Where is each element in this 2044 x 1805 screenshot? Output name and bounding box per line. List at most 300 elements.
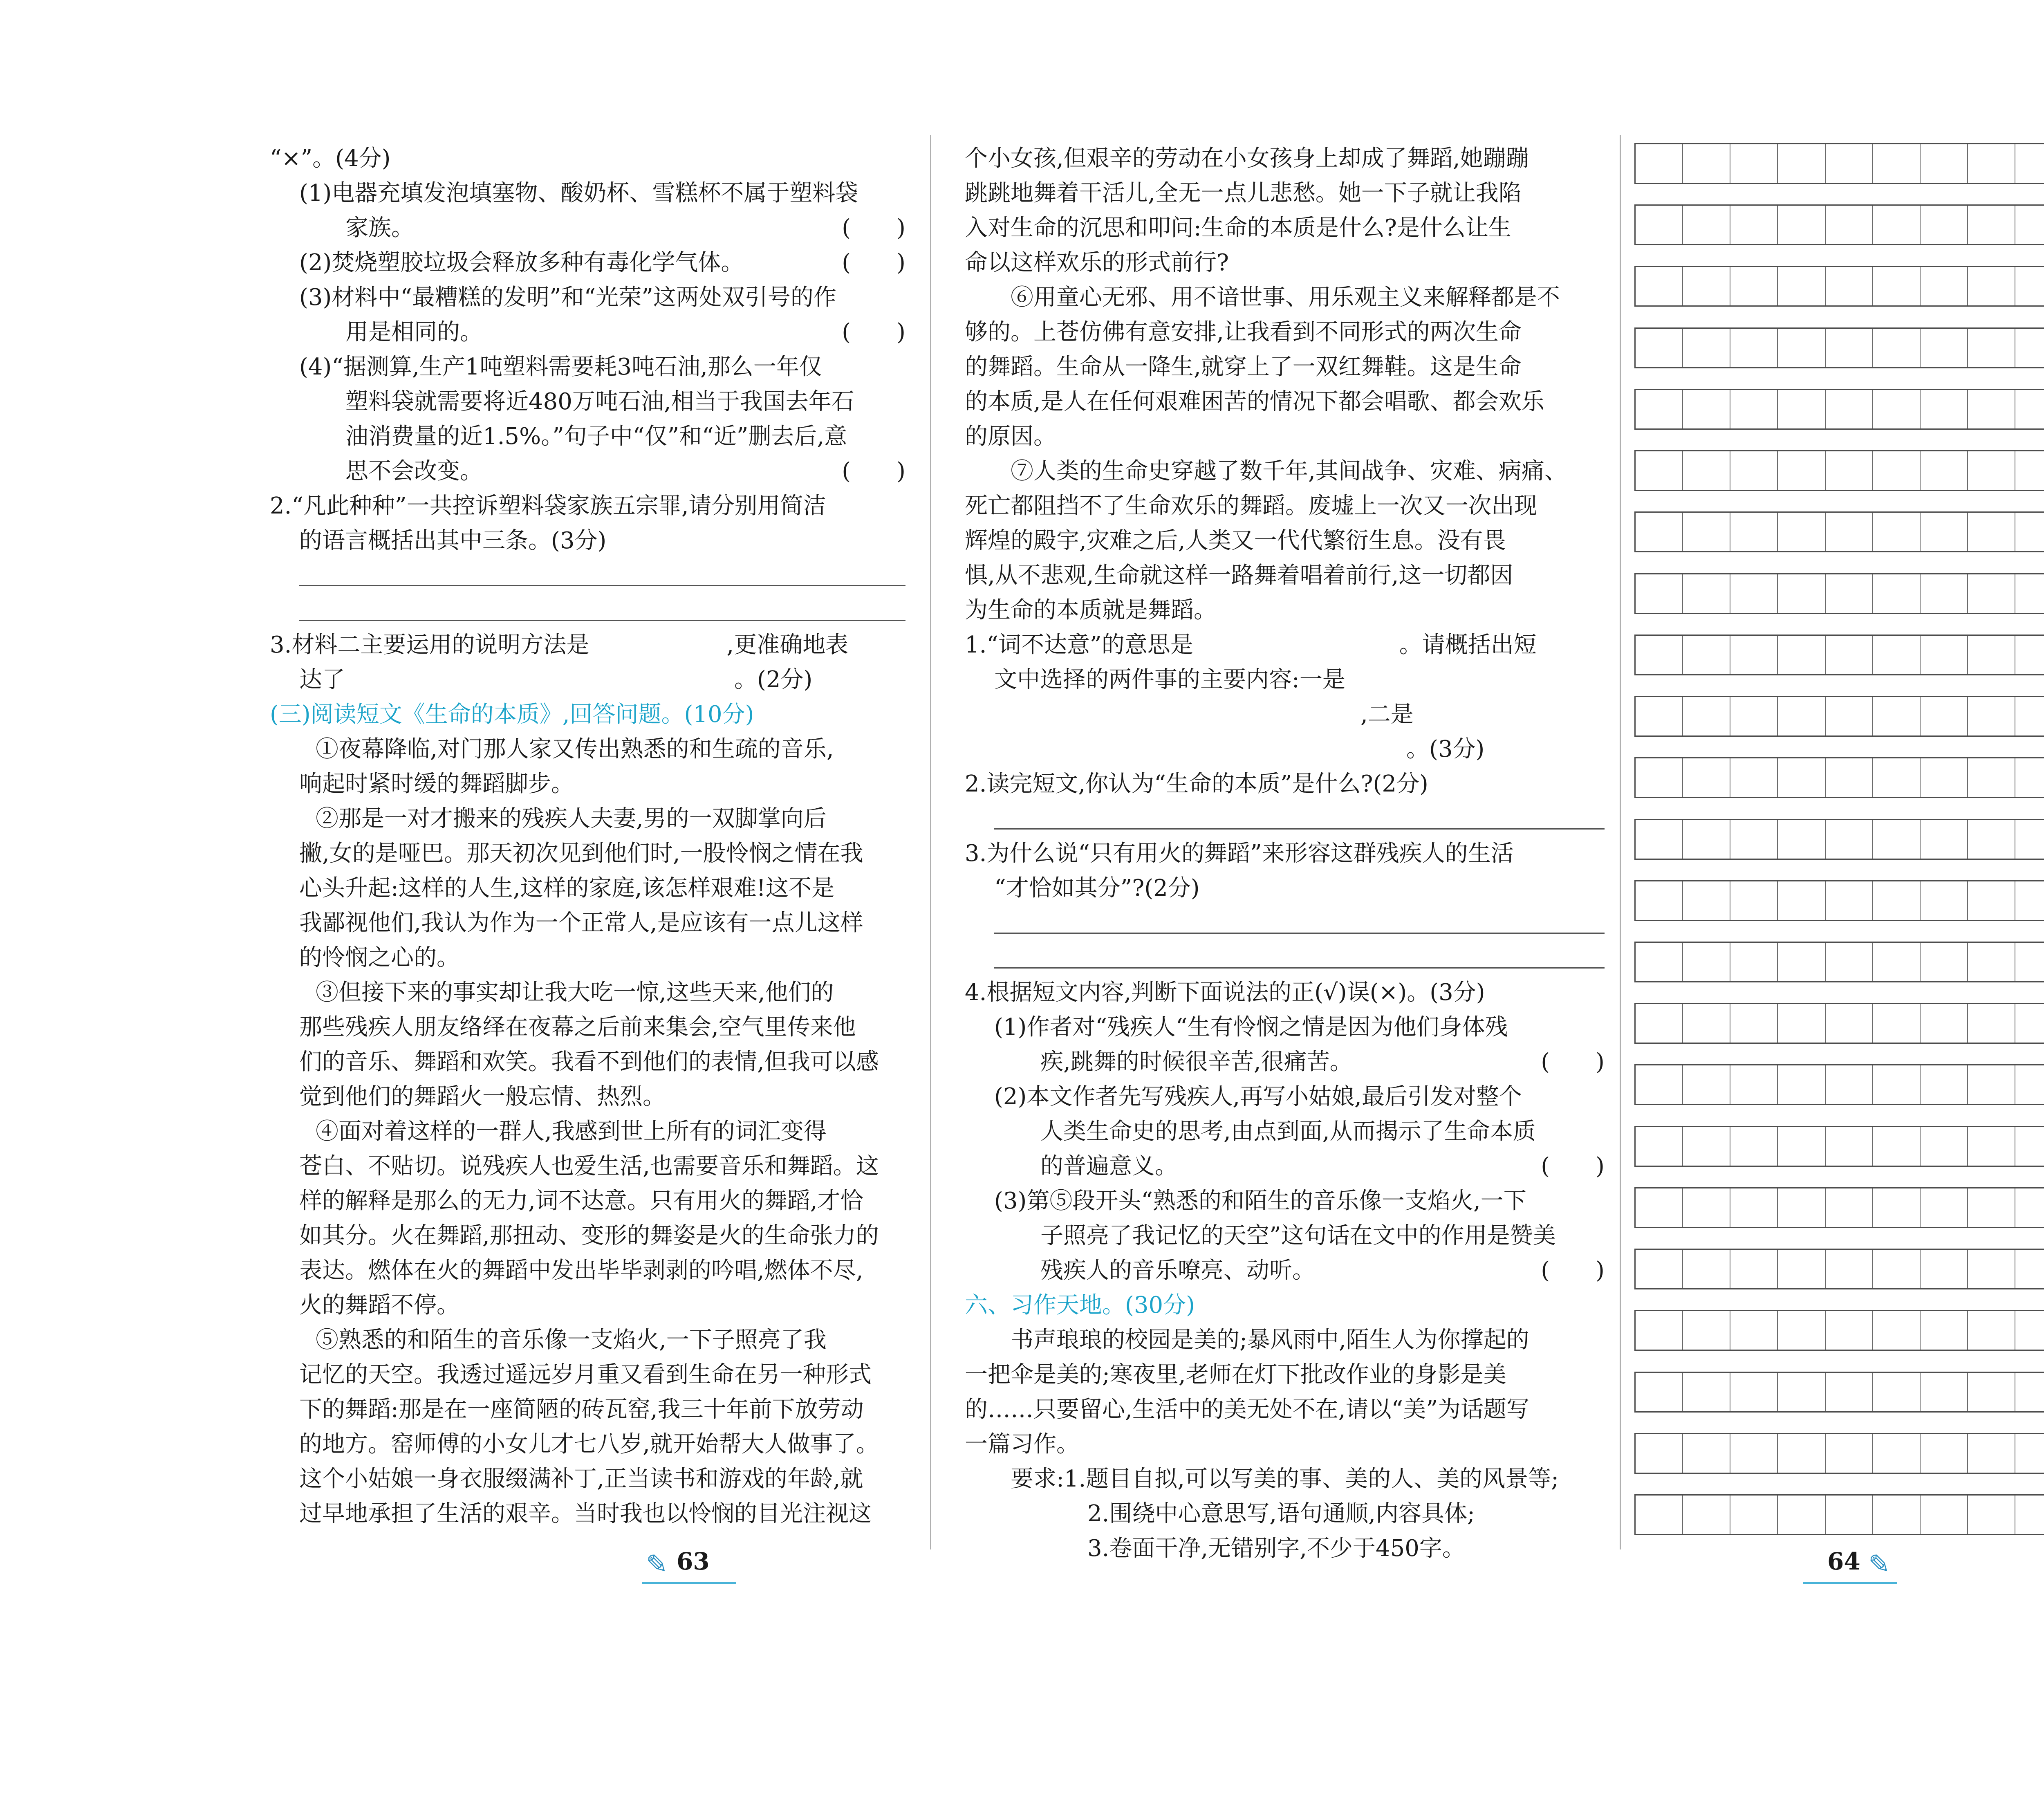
- grid-cell[interactable]: [1920, 1250, 1967, 1288]
- grid-cell[interactable]: [1636, 1250, 1682, 1288]
- grid-cell[interactable]: [1872, 267, 1920, 305]
- grid-cell[interactable]: [1967, 1373, 2015, 1411]
- grid-cell[interactable]: [2015, 697, 2044, 735]
- grid-cell[interactable]: [1730, 513, 1777, 551]
- grid-cell[interactable]: [1920, 1434, 1967, 1473]
- grid-cell[interactable]: [1636, 574, 1682, 613]
- grid-cell[interactable]: [1872, 1127, 1920, 1166]
- grid-cell[interactable]: [1967, 329, 2015, 367]
- grid-cell[interactable]: [2015, 1496, 2044, 1534]
- grid-row[interactable]: [1634, 1310, 2044, 1351]
- grid-cell[interactable]: [2015, 1065, 2044, 1104]
- grid-cell[interactable]: [1967, 1250, 2015, 1288]
- grid-cell[interactable]: [1777, 1434, 1824, 1473]
- grid-cell[interactable]: [1967, 881, 2015, 920]
- grid-cell[interactable]: [1682, 513, 1730, 551]
- grid-cell[interactable]: [1920, 1004, 1967, 1043]
- grid-cell[interactable]: [1920, 758, 1967, 797]
- grid-cell[interactable]: [1920, 513, 1967, 551]
- grid-cell[interactable]: [1636, 1188, 1682, 1227]
- answer-bracket[interactable]: ( ): [842, 319, 905, 345]
- grid-cell[interactable]: [1682, 1250, 1730, 1288]
- line-text: 3.为什么说“只有用火的舞蹈”来形容这群残疾人的生活: [965, 840, 1514, 867]
- line-text: ⑥用童心无邪、用不谙世事、用乐观主义来解释都是不: [1011, 284, 1560, 311]
- grid-cell[interactable]: [1730, 1004, 1777, 1043]
- grid-cell[interactable]: [1682, 697, 1730, 735]
- grid-cell[interactable]: [1636, 1127, 1682, 1166]
- grid-cell[interactable]: [1967, 206, 2015, 244]
- line-text: ④面对着这样的一群人,我感到世上所有的词汇变得: [316, 1118, 827, 1145]
- grid-cell[interactable]: [1777, 390, 1824, 428]
- grid-cell[interactable]: [1920, 881, 1967, 920]
- grid-row[interactable]: [1634, 327, 2044, 368]
- text-line: [270, 1149, 905, 1184]
- grid-cell[interactable]: [1872, 1373, 1920, 1411]
- grid-cell[interactable]: [1636, 513, 1682, 551]
- grid-row[interactable]: [1634, 1249, 2044, 1289]
- grid-cell[interactable]: [1825, 1250, 1872, 1288]
- grid-row[interactable]: [1634, 880, 2044, 921]
- grid-cell[interactable]: [1920, 144, 1967, 183]
- grid-cell[interactable]: [1920, 206, 1967, 244]
- grid-row[interactable]: [1634, 389, 2044, 430]
- text-line: [270, 906, 905, 940]
- grid-cell[interactable]: [1920, 329, 1967, 367]
- grid-cell[interactable]: [2015, 1250, 2044, 1288]
- grid-cell[interactable]: [1872, 1250, 1920, 1288]
- answer-bracket[interactable]: ( ): [842, 215, 905, 241]
- grid-cell[interactable]: [1872, 943, 1920, 981]
- grid-cell[interactable]: [1872, 574, 1920, 613]
- grid-cell[interactable]: [1682, 267, 1730, 305]
- text-line: [270, 384, 905, 419]
- grid-cell[interactable]: [1872, 697, 1920, 735]
- grid-cell[interactable]: [1777, 574, 1824, 613]
- grid-row[interactable]: [1634, 635, 2044, 675]
- grid-cell[interactable]: [1682, 1004, 1730, 1043]
- grid-cell[interactable]: [1682, 1188, 1730, 1227]
- grid-row[interactable]: [1634, 819, 2044, 860]
- grid-cell[interactable]: [2015, 820, 2044, 859]
- grid-cell[interactable]: [1730, 881, 1777, 920]
- grid-cell[interactable]: [1636, 1496, 1682, 1534]
- line-text: 子照亮了我记忆的天空”这句话在文中的作用是赞美: [1040, 1222, 1556, 1249]
- grid-cell[interactable]: [1636, 144, 1682, 183]
- grid-cell[interactable]: [1920, 1065, 1967, 1104]
- answer-bracket[interactable]: ( ): [1541, 1257, 1605, 1284]
- grid-cell[interactable]: [1920, 1496, 1967, 1534]
- grid-cell[interactable]: [1920, 1188, 1967, 1227]
- grid-row[interactable]: [1634, 757, 2044, 798]
- answer-line[interactable]: [965, 940, 1605, 975]
- line-text: 死亡都阻挡不了生命欢乐的舞蹈。废墟上一次又一次出现: [965, 493, 1537, 519]
- text-line: [270, 280, 905, 315]
- line-text: ③但接下来的事实却让我大吃一惊,这些天来,他们的: [316, 979, 834, 1006]
- text-line: [965, 767, 1605, 801]
- grid-cell[interactable]: [1825, 758, 1872, 797]
- grid-cell[interactable]: [1682, 943, 1730, 981]
- grid-cell[interactable]: [1920, 574, 1967, 613]
- grid-cell[interactable]: [1920, 1127, 1967, 1166]
- grid-cell[interactable]: [1825, 513, 1872, 551]
- grid-cell[interactable]: [2015, 758, 2044, 797]
- grid-row[interactable]: [1634, 1003, 2044, 1044]
- line-text: 的语言概括出其中三条。(3分): [299, 527, 607, 554]
- grid-cell[interactable]: [1682, 758, 1730, 797]
- grid-cell[interactable]: [1967, 820, 2015, 859]
- grid-cell[interactable]: [1872, 1188, 1920, 1227]
- grid-cell[interactable]: [1920, 451, 1967, 490]
- grid-cell[interactable]: [2015, 636, 2044, 674]
- grid-cell[interactable]: [1636, 881, 1682, 920]
- grid-row[interactable]: [1634, 204, 2044, 245]
- grid-cell[interactable]: [1636, 1434, 1682, 1473]
- grid-cell[interactable]: [1636, 943, 1682, 981]
- grid-cell[interactable]: [1967, 574, 2015, 613]
- line-text: 达了 。(2分): [299, 666, 813, 693]
- grid-cell[interactable]: [1967, 1496, 2015, 1534]
- grid-row[interactable]: [1634, 696, 2044, 737]
- grid-cell[interactable]: [1730, 697, 1777, 735]
- grid-cell[interactable]: [1872, 1496, 1920, 1534]
- grid-cell[interactable]: [1825, 943, 1872, 981]
- grid-cell[interactable]: [1777, 1127, 1824, 1166]
- line-text: 人类生命史的思考,由点到面,从而揭示了生命本质: [1040, 1118, 1536, 1145]
- grid-cell[interactable]: [1920, 267, 1967, 305]
- grid-cell[interactable]: [1967, 943, 2015, 981]
- grid-cell[interactable]: [1920, 697, 1967, 735]
- grid-cell[interactable]: [1825, 1188, 1872, 1227]
- grid-cell[interactable]: [1682, 1311, 1730, 1350]
- grid-cell[interactable]: [1777, 1373, 1824, 1411]
- grid-cell[interactable]: [1730, 636, 1777, 674]
- grid-cell[interactable]: [1682, 574, 1730, 613]
- line-text: 一篇习作。: [965, 1431, 1079, 1457]
- line-text: (三)阅读短文《生命的本质》,回答问题。(10分): [270, 701, 754, 728]
- line-text: 六、习作天地。(30分): [965, 1292, 1195, 1318]
- grid-cell[interactable]: [1730, 1127, 1777, 1166]
- grid-cell[interactable]: [1682, 636, 1730, 674]
- grid-cell[interactable]: [1682, 451, 1730, 490]
- answer-bracket[interactable]: ( ): [1541, 1049, 1605, 1075]
- grid-cell[interactable]: [1920, 1373, 1967, 1411]
- grid-cell[interactable]: [1777, 1250, 1824, 1288]
- grid-cell[interactable]: [2015, 1004, 2044, 1043]
- grid-cell[interactable]: [2015, 206, 2044, 244]
- grid-cell[interactable]: [1872, 636, 1920, 674]
- line-text: “才恰如其分”?(2分): [994, 875, 1200, 901]
- grid-row[interactable]: [1634, 942, 2044, 982]
- grid-cell[interactable]: [1825, 390, 1872, 428]
- grid-cell[interactable]: [1967, 451, 2015, 490]
- grid-cell[interactable]: [1730, 144, 1777, 183]
- grid-cell[interactable]: [1777, 1004, 1824, 1043]
- grid-cell[interactable]: [1777, 144, 1824, 183]
- text-line: [270, 1288, 905, 1323]
- grid-cell[interactable]: [1872, 1434, 1920, 1473]
- grid-cell[interactable]: [1682, 206, 1730, 244]
- grid-cell[interactable]: [1872, 1311, 1920, 1350]
- grid-cell[interactable]: [1777, 697, 1824, 735]
- grid-cell[interactable]: [1872, 451, 1920, 490]
- grid-cell[interactable]: [1920, 943, 1967, 981]
- grid-cell[interactable]: [2015, 1188, 2044, 1227]
- grid-cell[interactable]: [1967, 144, 2015, 183]
- grid-cell[interactable]: [1636, 820, 1682, 859]
- line-text: (3)材料中“最糟糕的发明”和“光荣”这两处双引号的作: [299, 284, 836, 311]
- grid-cell[interactable]: [2015, 574, 2044, 613]
- grid-cell[interactable]: [2015, 1127, 2044, 1166]
- text-line: [270, 662, 905, 697]
- grid-cell[interactable]: [1825, 820, 1872, 859]
- grid-row[interactable]: [1634, 143, 2044, 184]
- answer-bracket[interactable]: ( ): [1541, 1153, 1605, 1179]
- grid-cell[interactable]: [1825, 144, 1872, 183]
- grid-row[interactable]: [1634, 1064, 2044, 1105]
- grid-cell[interactable]: [1872, 820, 1920, 859]
- grid-cell[interactable]: [2015, 943, 2044, 981]
- line-text: 我鄙视他们,我认为作为一个正常人,是应该有一点儿这样: [299, 910, 863, 936]
- grid-cell[interactable]: [1967, 1065, 2015, 1104]
- grid-cell[interactable]: [1636, 267, 1682, 305]
- line-text: 思不会改变。: [345, 458, 483, 484]
- grid-row[interactable]: [1634, 511, 2044, 552]
- line-text: 塑料袋就需要将近480万吨石油,相当于我国去年石: [345, 388, 854, 415]
- grid-cell[interactable]: [1825, 267, 1872, 305]
- grid-cell[interactable]: [2015, 390, 2044, 428]
- grid-cell[interactable]: [1682, 390, 1730, 428]
- grid-cell[interactable]: [2015, 1311, 2044, 1350]
- grid-cell[interactable]: [2015, 1373, 2044, 1411]
- grid-cell[interactable]: [1777, 758, 1824, 797]
- grid-cell[interactable]: [1730, 1188, 1777, 1227]
- grid-cell[interactable]: [1730, 943, 1777, 981]
- grid-cell[interactable]: [1967, 390, 2015, 428]
- line-text: 记忆的天空。我透过遥远岁月重又看到生命在另一种形式: [299, 1361, 872, 1388]
- grid-cell[interactable]: [1682, 329, 1730, 367]
- grid-cell[interactable]: [1777, 1188, 1824, 1227]
- grid-cell[interactable]: [2015, 329, 2044, 367]
- grid-cell[interactable]: [1825, 1373, 1872, 1411]
- grid-row[interactable]: [1634, 1126, 2044, 1167]
- answer-line[interactable]: [270, 593, 905, 628]
- grid-cell[interactable]: [1967, 267, 2015, 305]
- grid-cell[interactable]: [1730, 1373, 1777, 1411]
- grid-cell[interactable]: [1730, 820, 1777, 859]
- answer-line[interactable]: [270, 558, 905, 593]
- grid-cell[interactable]: [2015, 451, 2044, 490]
- pencil-icon: ✎: [646, 1549, 668, 1580]
- answer-bracket[interactable]: ( ): [842, 458, 905, 484]
- answer-line[interactable]: [965, 906, 1605, 940]
- grid-cell[interactable]: [1777, 820, 1824, 859]
- grid-row[interactable]: [1634, 1433, 2044, 1474]
- grid-cell[interactable]: [1825, 1434, 1872, 1473]
- grid-cell[interactable]: [1967, 1188, 2015, 1227]
- text-line: [270, 1184, 905, 1218]
- grid-cell[interactable]: [1730, 390, 1777, 428]
- grid-cell[interactable]: [1777, 329, 1824, 367]
- grid-cell[interactable]: [1825, 1127, 1872, 1166]
- text-line: [270, 419, 905, 454]
- grid-cell[interactable]: [1730, 1250, 1777, 1288]
- grid-cell[interactable]: [1825, 881, 1872, 920]
- grid-cell[interactable]: [1730, 1434, 1777, 1473]
- answer-line[interactable]: [965, 801, 1605, 836]
- text-line: [965, 1149, 1605, 1184]
- line-text: 为生命的本质就是舞蹈。: [965, 597, 1217, 623]
- grid-cell[interactable]: [1872, 329, 1920, 367]
- grid-cell[interactable]: [1777, 1065, 1824, 1104]
- text-line: [965, 176, 1605, 211]
- text-line: [270, 141, 905, 176]
- grid-cell[interactable]: [1825, 329, 1872, 367]
- grid-cell[interactable]: [1682, 144, 1730, 183]
- grid-cell[interactable]: [1825, 574, 1872, 613]
- grid-cell[interactable]: [1967, 1434, 2015, 1473]
- page-number-left: 63: [677, 1547, 710, 1575]
- grid-cell[interactable]: [1920, 636, 1967, 674]
- line-text: 的本质,是人在任何艰难困苦的情况下都会唱歌、都会欢乐: [965, 388, 1544, 415]
- line-text: 书声琅琅的校园是美的;暴风雨中,陌生人为你撑起的: [1011, 1327, 1529, 1353]
- text-line: [270, 697, 905, 732]
- grid-cell[interactable]: [1872, 758, 1920, 797]
- grid-cell[interactable]: [1872, 144, 1920, 183]
- grid-cell[interactable]: [1682, 1065, 1730, 1104]
- grid-cell[interactable]: [1825, 206, 1872, 244]
- grid-cell[interactable]: [1730, 451, 1777, 490]
- text-line: [270, 801, 905, 836]
- text-line: [270, 1496, 905, 1531]
- line-text: 如其分。火在舞蹈,那扭动、变形的舞姿是火的生命张力的: [299, 1222, 879, 1249]
- line-text: 个小女孩,但艰辛的劳动在小女孩身上却成了舞蹈,她蹦蹦: [965, 145, 1529, 172]
- grid-cell[interactable]: [1682, 1434, 1730, 1473]
- grid-cell[interactable]: [1730, 329, 1777, 367]
- grid-cell[interactable]: [1825, 697, 1872, 735]
- line-text: 2.读完短文,你认为“生命的本质”是什么?(2分): [965, 771, 1428, 797]
- grid-cell[interactable]: [1682, 1373, 1730, 1411]
- grid-cell[interactable]: [2015, 881, 2044, 920]
- line-text: 。(3分): [994, 736, 1485, 762]
- grid-cell[interactable]: [1682, 881, 1730, 920]
- line-text: 的地方。窑师傅的小女儿才七八岁,就开始帮大人做事了。: [299, 1431, 879, 1457]
- line-text: “×”。(4分): [270, 145, 391, 172]
- grid-cell[interactable]: [1730, 1311, 1777, 1350]
- grid-cell[interactable]: [1967, 1127, 2015, 1166]
- line-text: 油消费量的近1.5%。”句子中“仅”和“近”删去后,意: [345, 423, 847, 450]
- text-line: [965, 489, 1605, 523]
- grid-row[interactable]: [1634, 266, 2044, 307]
- grid-cell[interactable]: [1636, 636, 1682, 674]
- grid-cell[interactable]: [1967, 758, 2015, 797]
- composition-grid[interactable]: [1634, 143, 2044, 1535]
- grid-cell[interactable]: [1777, 1311, 1824, 1350]
- grid-cell[interactable]: [1730, 267, 1777, 305]
- grid-cell[interactable]: [1730, 758, 1777, 797]
- grid-cell[interactable]: [1682, 1496, 1730, 1534]
- grid-cell[interactable]: [1730, 206, 1777, 244]
- grid-cell[interactable]: [1636, 1311, 1682, 1350]
- grid-cell[interactable]: [1825, 451, 1872, 490]
- grid-cell[interactable]: [1777, 943, 1824, 981]
- grid-cell[interactable]: [1920, 1311, 1967, 1350]
- grid-cell[interactable]: [1967, 697, 2015, 735]
- grid-cell[interactable]: [1777, 636, 1824, 674]
- text-line: [965, 1496, 1605, 1531]
- text-line: [270, 1079, 905, 1114]
- grid-cell[interactable]: [2015, 144, 2044, 183]
- grid-cell[interactable]: [1825, 1004, 1872, 1043]
- grid-cell[interactable]: [1920, 820, 1967, 859]
- grid-cell[interactable]: [1872, 513, 1920, 551]
- grid-cell[interactable]: [1636, 1065, 1682, 1104]
- grid-row[interactable]: [1634, 1494, 2044, 1535]
- grid-cell[interactable]: [1636, 697, 1682, 735]
- text-line: [965, 280, 1605, 315]
- grid-cell[interactable]: [1825, 1496, 1872, 1534]
- answer-bracket[interactable]: ( ): [842, 249, 905, 276]
- grid-cell[interactable]: [1967, 513, 2015, 551]
- grid-cell[interactable]: [1777, 451, 1824, 490]
- grid-cell[interactable]: [1872, 881, 1920, 920]
- text-line: [965, 315, 1605, 350]
- grid-cell[interactable]: [2015, 267, 2044, 305]
- text-line: [270, 176, 905, 211]
- text-line: [965, 1114, 1605, 1149]
- text-line: [270, 1045, 905, 1079]
- line-text: 这个小姑娘一身衣服缀满补丁,正当读书和游戏的年龄,就: [299, 1466, 863, 1492]
- grid-cell[interactable]: [1730, 1496, 1777, 1534]
- grid-cell[interactable]: [1636, 329, 1682, 367]
- grid-cell[interactable]: [2015, 1434, 2044, 1473]
- grid-row[interactable]: [1634, 1187, 2044, 1228]
- grid-cell[interactable]: [1967, 1311, 2015, 1350]
- grid-cell[interactable]: [1682, 1127, 1730, 1166]
- line-text: 们的音乐、舞蹈和欢笑。我看不到他们的表情,但我可以感: [299, 1049, 879, 1075]
- grid-cell[interactable]: [1777, 206, 1824, 244]
- grid-cell[interactable]: [1872, 390, 1920, 428]
- grid-cell[interactable]: [1777, 513, 1824, 551]
- grid-cell[interactable]: [1636, 206, 1682, 244]
- grid-cell[interactable]: [2015, 513, 2044, 551]
- grid-cell[interactable]: [1825, 1311, 1872, 1350]
- grid-cell[interactable]: [1872, 1065, 1920, 1104]
- grid-cell[interactable]: [1777, 881, 1824, 920]
- grid-cell[interactable]: [1825, 636, 1872, 674]
- grid-cell[interactable]: [1872, 1004, 1920, 1043]
- grid-cell[interactable]: [1636, 758, 1682, 797]
- grid-cell[interactable]: [1777, 267, 1824, 305]
- grid-cell[interactable]: [1636, 390, 1682, 428]
- grid-cell[interactable]: [1825, 1065, 1872, 1104]
- grid-row[interactable]: [1634, 450, 2044, 491]
- grid-cell[interactable]: [1872, 206, 1920, 244]
- grid-cell[interactable]: [1636, 1373, 1682, 1411]
- grid-cell[interactable]: [1730, 574, 1777, 613]
- line-text: 觉到他们的舞蹈火一般忘情、热烈。: [299, 1083, 666, 1110]
- grid-cell[interactable]: [1636, 451, 1682, 490]
- grid-cell[interactable]: [1920, 390, 1967, 428]
- grid-cell[interactable]: [1777, 1496, 1824, 1534]
- grid-cell[interactable]: [1636, 1004, 1682, 1043]
- grid-cell[interactable]: [1682, 820, 1730, 859]
- grid-cell[interactable]: [1967, 636, 2015, 674]
- grid-cell[interactable]: [1730, 1065, 1777, 1104]
- grid-row[interactable]: [1634, 1372, 2044, 1413]
- line-text: 表达。燃体在火的舞蹈中发出毕毕剥剥的吟唱,燃体不尽,: [299, 1257, 863, 1284]
- grid-row[interactable]: [1634, 573, 2044, 614]
- grid-cell[interactable]: [1967, 1004, 2015, 1043]
